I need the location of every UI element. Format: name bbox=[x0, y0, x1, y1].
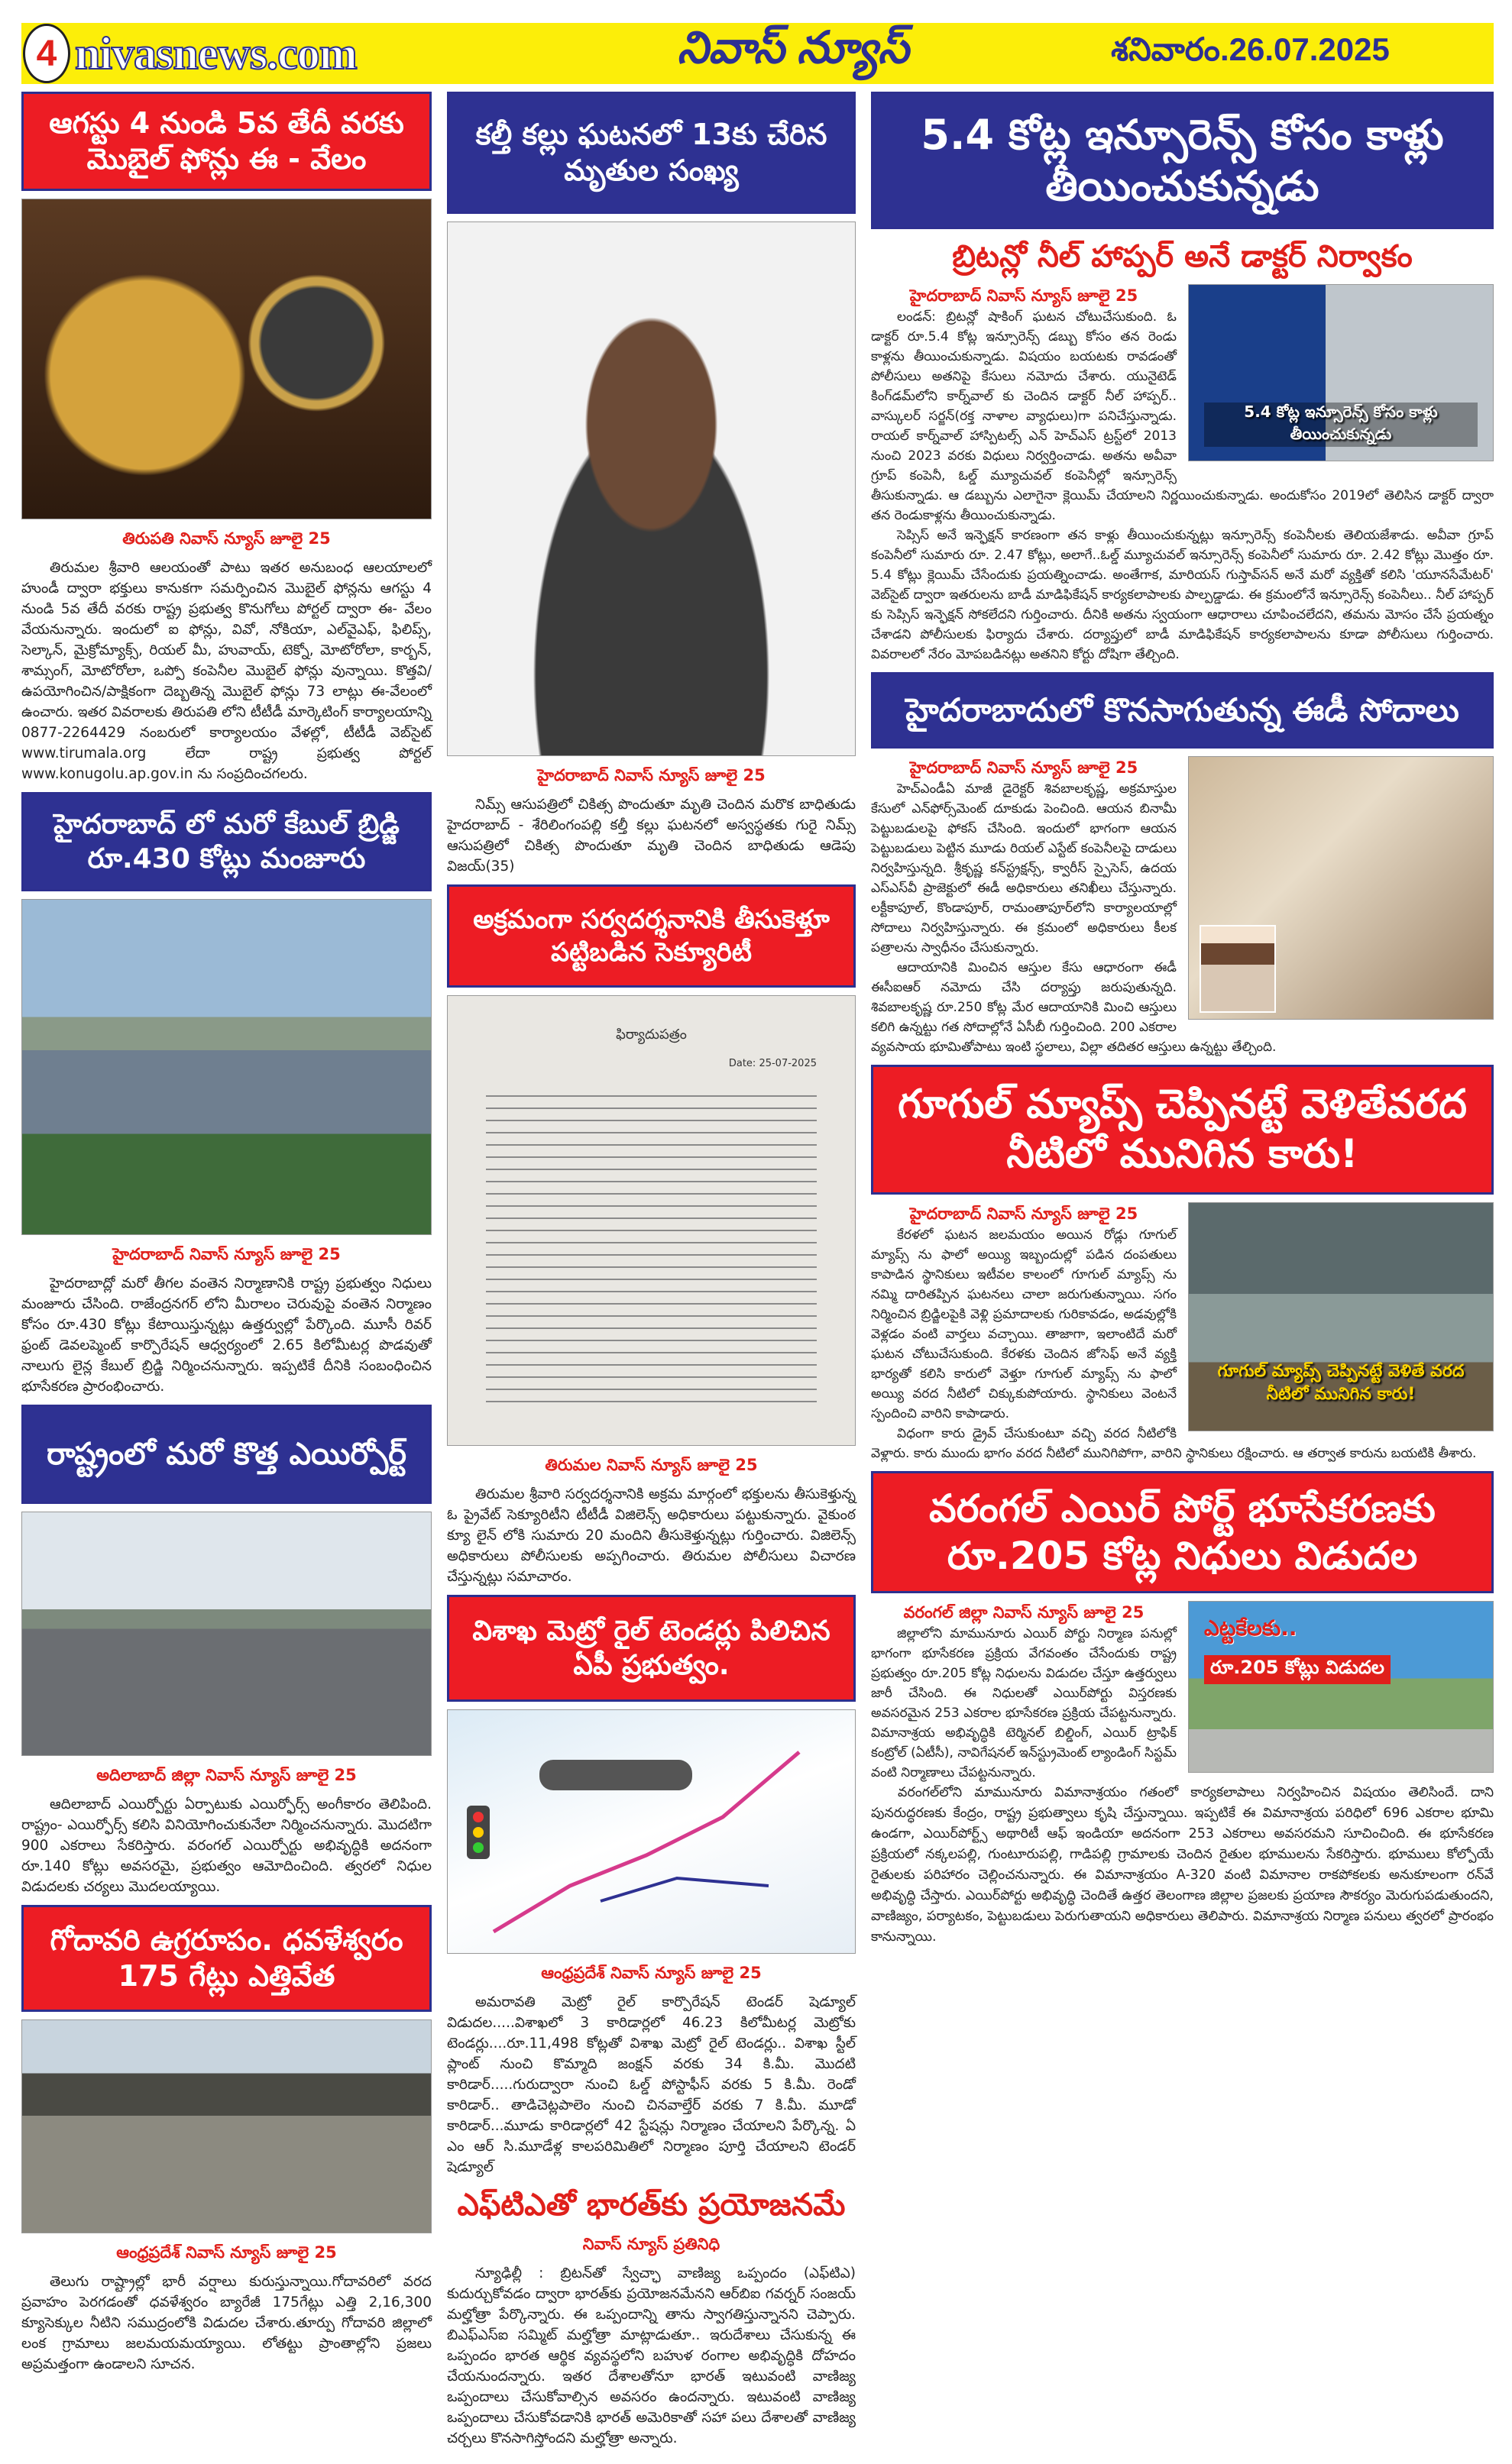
metro-route-map bbox=[447, 1709, 856, 1954]
dateline: హైదరాబాద్ నివాస్ న్యూస్ జూలై 25 bbox=[909, 758, 1138, 777]
airport-plane-photo bbox=[21, 1512, 432, 1756]
subheadline: బ్రిటన్లో నీల్ హాప్పర్ అనే డాక్టర్ నిర్వాకం bbox=[952, 239, 1413, 274]
temple-and-watch-photo bbox=[21, 199, 432, 519]
document-text-lines bbox=[486, 1085, 817, 1405]
article-body-continued: విధంగా కారు డ్రైవ్ చేసుకుంటూ వచ్చి వరద నీటిలోకి వెళ్లారు. కారు ముందు భాగం వరద నీటిలో మునిగిపోగా, వారిని స్థానికులు రక్షించారు. ఆ తర్వాత కారును బయటికి తీశారు. bbox=[871, 1426, 1477, 1461]
document-heading: ఫిర్యాదుపత్రం bbox=[616, 1027, 687, 1043]
complaint-document-photo bbox=[447, 995, 856, 1446]
cable-bridge-photo bbox=[21, 899, 432, 1235]
headline-cable-bridge: హైదరాబాద్ లో మరో కేబుల్ బ్రిడ్జి రూ.430 కోట్లు మంజూరు bbox=[21, 792, 432, 891]
dateline: హైదరాబాద్ నివాస్ న్యూస్ జూలై 25 bbox=[909, 286, 1138, 305]
headline-fta-benefit: ఎఫ్‌టిఎతో భారత్‌కు ప్రయోజనమే bbox=[457, 2188, 846, 2223]
headline-mobile-auction: ఆగస్టు 4 నుండి 5వ తేదీ వరకు మొబైల్ ఫోన్లు ఈ - వేలం bbox=[21, 92, 432, 191]
article-google-maps bbox=[871, 1202, 1494, 1463]
photo-caption: గూగుల్ మ్యాప్స్ చెప్పినట్టే వెళితే వరద నీటిలో మునిగిన కారు! bbox=[1217, 1362, 1465, 1404]
article-body: నిమ్స్ ఆసుపత్రిలో చికిత్స పొందుతూ మృతి చెందిన మరొక బాధితుడు హైదరాబాద్ - శేరిలింగంపల్లి కల్తీ కల్లు ఘటనలో అస్వస్థతకు గురై నిమ్స్ ఆసుపత్రిలో చికిత్స పొందుతూ మృతి చెందిన బాధితుడు ఆడెపు విజయ్(35) bbox=[447, 797, 856, 875]
dateline: ఆంధ్రప్రదేశ్ నివాస్ న్యూస్ జూలై 25 bbox=[541, 1964, 762, 1982]
article-body: తెలుగు రాష్ట్రాల్లో భారీ వర్షాలు కురుస్తున్నాయి.గోదావరిలో వరద ప్రవాహం పెరగడంతో ధవళేశ్వరం బ్యారేజీ 175గేట్లు ఎత్తి 2,16,300 క్యూసెక్కుల నీటిని సముద్రంలోకి విడుదల చేశారు.తూర్పు గోదావరి జిల్లాలో లంక గ్రామాలు జలమయమయ్యాయి. లోతట్టు ప్రాంతాల్లోని ప్రజలు అప్రమత్తంగా ఉండాలని సూచన. bbox=[21, 2274, 432, 2372]
dateline: అదిలాబాద్ జిల్లా నివాస్ న్యూస్ జూలై 25 bbox=[96, 1766, 357, 1784]
headline-google-maps-car: గూగుల్ మ్యాప్స్ చెప్పినట్టే వెళితేవరద నీటిలో మునిగిన కారు! bbox=[871, 1065, 1494, 1195]
newspaper-logo: నివాస్ న్యూస్ bbox=[677, 23, 909, 73]
victim-portrait-photo bbox=[447, 222, 856, 756]
dateline: హైదరాబాద్ నివాస్ న్యూస్ జూలై 25 bbox=[909, 1205, 1138, 1223]
headline-godavari-floods: గోదావరి ఉగ్రరూపం. ధవళేశ్వరం 175 గేట్లు ఎత్తివేత bbox=[21, 1905, 432, 2012]
photo-caption: 5.4 కోట్ల ఇన్సూరెన్స్ కోసం కాళ్లు తీయించుకున్నడు bbox=[1204, 403, 1478, 447]
document-date: Date: 25-07-2025 bbox=[728, 1058, 817, 1069]
issue-date: శనివారం.26.07.2025 bbox=[1111, 31, 1390, 67]
page-number: 4 bbox=[23, 24, 70, 83]
dateline: తిరుపతి నివాస్ న్యూస్ జూలై 25 bbox=[122, 529, 331, 548]
flooded-car-photo bbox=[1188, 1202, 1494, 1431]
article-body: హెచ్‌ఎండీఏ మాజీ డైరెక్టర్ శివబాలకృష్ణ, అక్రమాస్తుల కేసులో ఎన్‌ఫోర్స్‌మెంట్ దూకుడు పెంచింది. ఆయన బినామీ పెట్టుబడులపై ఫోకస్ చేసింది. ఇందులో భాగంగా ఆయన పెట్టుబడులు పెట్టిన మూడు రియల్ ఎస్టేట్ కంపెనీలపై దాడులు నిర్వహిస్తున్నది. శ్రీకృష్ణ కన్‌స్ట్రక్షన్స్, క్వారీస్ స్పైసెస్, ఉదయ ఎస్‌ఎస్‌వీ ప్రాజెక్టులో ఈడీ అధికారులు తనిఖీలు చేస్తున్నారు. లక్టీకాపూల్, కొండాపూర్, రామంతాపూర్‌లోని కార్యాలయాల్లో సోదాలు నిర్వహిస్తున్నారు. ఈ క్రమంలో అధికారులు కీలక పత్రాలను స్వాధీనం చేసుకున్నారు. bbox=[871, 781, 1177, 956]
article-body: కేరళలో ఘటన జలమయం అయిన రోడ్లు గూగుల్ మ్యాప్స్ ను ఫాలో అయ్యి ఇబ్బందుల్లో పడిన దంపతులు కాపాడిన స్థానికులు ఇటీవల కాలంలో గూగుల్ మ్యాప్స్ ను నమ్మి దారితప్పిన ఘటనలు చాలా జరుగుతున్నాయి. సగం నిర్మించిన బ్రిడ్జిలపైకి వెళ్లి ప్రమాదాలకు గురికావడం, అడవుల్లోకి వెళ్లడం వంటి వార్తలు వచ్చాయి. తాజాగా, ఇలాంటిదే మరో ఘటన చోటుచేసుకుంది. కేరళకు చెందిన జోసెఫ్ అనే వ్యక్తి భార్యతో కలిసి కారులో వెళ్తూ గూగుల్ మ్యాప్స్ ను ఫాలో అయ్యి వరద నీటిలో చిక్కుకుపోయారు. స్థానికులు వెంటనే స్పందించి వారిని కాపాడారు. bbox=[871, 1227, 1177, 1421]
photo-caption-2: రూ.205 కోట్లు విడుదల bbox=[1204, 1655, 1391, 1684]
headline-insurance-doctor: 5.4 కోట్ల ఇన్సూరెన్స్ కోసం కాళ్లు తీయించుకున్నడు bbox=[871, 92, 1494, 229]
headline-ed-raids: హైదరాబాదులో కొనసాగుతున్న ఈడీ సోదాలు bbox=[871, 672, 1494, 749]
left-column bbox=[21, 92, 432, 2375]
article-body: ఆదిలాబాద్ ఎయిర్పోర్టు ఏర్పాటుకు ఎయిర్ఫోర్స్ అంగీకారం తెలిపింది. రాష్ట్రం- ఎయిర్ఫోర్స్ కలిసి వినియోగించుకునేలా నిర్మించనున్నారు. మొదటిగా 900 ఎకరాలు సేకరిస్తారు. వరంగల్ ఎయిర్పోర్టు అభివృద్ధికి అదనంగా రూ.140 కోట్లు అవసరమై, ప్రభుత్వం ఆమోదించింది. త్వరలో నిధుల విడుదలకు చర్యలు మొదలయ్యాయి. bbox=[21, 1796, 432, 1895]
headline-toddy-deaths: కల్తీ కల్లు ఘటనలో 13కు చేరిన మృతుల సంఖ్య bbox=[447, 92, 856, 214]
metro-route-lines bbox=[448, 1710, 856, 1954]
article-body-continued: ఆదాయానికి మించిన ఆస్తుల కేసు ఆధారంగా ఈడీ ఈసీఐఆర్ నమోదు చేసి దర్యాప్తు జరుపుతున్నది. శివబాలకృష్ణ రూ.250 కోట్ల మేర ఆదాయానికి మించి ఆస్తులు కలిగి ఉన్నట్టు గత సోదాల్లోనే ఏసీబీ గుర్తించింది. 200 ఎకరాల వ్యవసాయ భూమితోపాటు ఇంటి స్థలాలు, విల్లా తదితర ఆస్తులు ఉన్నట్టు తేల్చింది. bbox=[871, 960, 1277, 1055]
article-body: తిరుమల శ్రీవారి ఆలయంతో పాటు ఇతర అనుబంధ ఆలయాలలో హుండీ ద్వారా భక్తులు కానుకగా సమర్పించిన మొబైల్ ఫోన్లను ఆగస్టు 4 నుండి 5వ తేదీ వరకు రాష్ట్ర ప్రభుత్వ కొనుగోలు పోర్టల్ ద్వారా ఈ- వేలం వేయనున్నారు. ఇందులో ఐ ఫోన్లు, వివో, నోకియా, ఎల్‌వైఎఫ్, ఫిలిప్స్, సెల్కాన్, మైక్రోమ్యాక్స్, రియల్ మీ, హువాయ్, టెక్నో, మోటోరోలా, కార్బన్, శామ్సంగ్, మోటోరోలా, ఒప్పో కంపెనీల మొబైల్ ఫోన్లు వున్నాయి. కొత్తవి/ఉపయోగించిన/పాక్షికంగా దెబ్బతిన్న మొబైల్ ఫోన్లు 73 లాట్లు ఈ-వేలంలో ఉంచారు. ఇతర వివరాలకు తిరుపతి లోని టీటీడీ మార్కెటింగ్ కార్యాలయాన్ని 0877-2264429 నంబరులో కార్యాలయం వేళల్లో, టీటీడీ వెబ్‌సైట్ www.tirumala.org లేదా రాష్ట్ర ప్రభుత్వ పోర్టల్ www.konugolu.ap.gov.in ను సంప్రదించగలరు. bbox=[21, 560, 432, 782]
headline-warangal-airport: వరంగల్ ఎయిర్ పోర్ట్ భూసేకరణకు రూ.205 కోట్ల నిధులు విడుదల bbox=[871, 1471, 1494, 1593]
article-ed-raids bbox=[871, 756, 1494, 1057]
dateline: తిరుమల నివాస్ న్యూస్ జూలై 25 bbox=[545, 1456, 758, 1474]
article-body: అమరావతి మెట్రో రైల్ కార్పొరేషన్ టెండర్ షెడ్యూల్ విడుదల.....విశాఖలో 3 కారిడార్లలో 46.23 కిలోమీటర్ల మెట్రోకు టెండర్లు....రూ.11,498 కోట్లతో విశాఖ మెట్రో రైల్ టెండర్లు.. విశాఖ స్టీల్ ప్లాంట్ నుంచి కొమ్మాది జంక్షన్ వరకు 34 కి.మీ. మొదటి కారిడార్.....గురుద్వారా నుంచి ఓల్డ్ పోస్టాఫీస్ వరకు 5 కి.మీ. రెండో కారిడార్.. తాడిచెట్లపాలెం నుంచి చినవాల్తేర్ వరకు 7 కి.మీ. మూడో కారిడార్...మూడు కారిడార్లలో 42 స్టేషన్లు నిర్మాణం చేయాలని పేర్కొన్న. ఏ ఎం ఆర్ సి.మూడేళ్ల కాలపరిమితిలో నిర్మాణం పూర్తి చేయాలని టెండర్ షెడ్యూల్ bbox=[447, 1994, 856, 2175]
masthead bbox=[21, 23, 1494, 84]
dateline: హైదరాబాద్ నివాస్ న్యూస్ జూలై 25 bbox=[537, 766, 766, 784]
article-body-continued: వరంగల్‌లోని మామునూరు విమానాశ్రయం గతంలో కార్యకలాపాలు నిర్వహించిన విషయం తెలిసిందే. దాని పునరుద్ధరణకు కేంద్రం, రాష్ట్ర ప్రభుత్వాలు కృషి చేస్తున్నాయి. ఇప్పటికే ఈ విమానాశ్రయ పరిధిలో 696 ఎకరాల భూమి ఉండగా, ఎయిర్‌పోర్ట్స్ అథారిటీ ఆఫ్ ఇండియా అదనంగా 253 ఎకరాలు అవసరమని సూచించింది. ఈ భూసేకరణ ప్రక్రియలో నక్కలపల్లి, గుంటూరుపల్లి, గాడిపల్లి గ్రామాలకు చెందిన రైతుల భూములను సేకరిస్తారు. భూములు కోల్పోయే రైతులకు పరిహారం చెల్లించనున్నారు. ఈ విమానాశ్రయం A-320 వంటి విమానాల రాకపోకలకు అనుకూలంగా రన్‌వే అభివృద్ధి చేస్తారు. ఎయిర్‌పోర్టు అభివృద్ధి చెందితే ఉత్తర తెలంగాణ జిల్లాల ప్రజలకు ప్రయాణ సౌకర్యం మెరుగుపడుతుందని, వాణిజ్యం, పర్యాటకం, పెట్టుబడులు పెరుగుతాయని అధికారులు తెలిపారు. విమానాశ్రయ నిర్మాణ పనులు త్వరలో ప్రారంభం కానున్నాయి. bbox=[871, 1785, 1494, 1945]
article-body: హైదరాబాద్లో మరో తీగల వంతెన నిర్మాణానికి రాష్ట్ర ప్రభుత్వం నిధులు మంజూరు చేసింది. రాజేంద్రనగర్ లోని మీరాలం చెరువుపై వంతెన నిర్మాణం కోసం రూ.430 కోట్లు కేటాయిస్తున్నట్లు ఉత్తర్వుల్లో పేర్కొంది. మూసీ రివర్ ఫ్రంట్ డెవలప్మెంట్ కార్పొరేషన్ ఆధ్వర్యంలో 2.65 కిలోమీటర్ల పొడవుతో నాలుగు లైన్ల కేబుల్ బ్రిడ్జి నిర్మించనున్నారు. ఇప్పటికే దీనికి సంబంధించిన భూసేకరణ ప్రారంభించారు. bbox=[21, 1276, 432, 1395]
middle-column bbox=[447, 92, 856, 2449]
dateline: ఆంధ్రప్రదేశ్ నివాస్ న్యూస్ జూలై 25 bbox=[116, 2243, 337, 2262]
right-column bbox=[871, 92, 1494, 1948]
barrage-photo bbox=[21, 2019, 432, 2233]
headline-vizag-metro: విశాఖ మెట్రో రైల్ టెండర్లు పిలిచిన ఏపీ ప్రభుత్వం. bbox=[447, 1595, 856, 1702]
dateline: హైదరాబాద్ నివాస్ న్యూస్ జూలై 25 bbox=[112, 1245, 341, 1263]
photo-caption-1: ఎట్టకేలకు.. bbox=[1204, 1615, 1297, 1641]
ed-raid-photo bbox=[1188, 756, 1494, 1020]
headline-new-airport: రాష్ట్రంలో మరో కొత్త ఎయిర్పోర్ట్ bbox=[21, 1405, 432, 1504]
byline: నివాస్ న్యూస్ ప్రతినిధి bbox=[582, 2235, 720, 2253]
article-warangal-airport bbox=[871, 1601, 1494, 1948]
dateline: వరంగల్ జిల్లా నివాస్ న్యూస్ జూలై 25 bbox=[903, 1603, 1145, 1622]
airport-aerial-photo bbox=[1188, 1601, 1494, 1773]
article-body: జిల్లాలోని మామునూరు ఎయిర్ పోర్టు నిర్మాణ పనుల్లో భాగంగా భూసేకరణ ప్రక్రియ వేగవంతం చేసేందుకు రాష్ట్ర ప్రభుత్వం రూ.205 కోట్ల నిధులను విడుదల చేస్తూ ఉత్తర్వులు జారీ చేసింది. ఈ నిధులతో ఎయిర్‌పోర్టు విస్తరణకు అవసరమైన 253 ఎకరాల భూసేకరణ ప్రక్రియ చేపట్టనున్నారు. విమానాశ్రయ అభివృద్ధికి టెర్మినల్ బిల్డింగ్, ఎయిర్ ట్రాఫిక్ కంట్రోల్ (ఏటీసీ), నావిగేషనల్ ఇన్‌స్ట్రుమెంట్ ల్యాండింగ్ సిస్టమ్ వంటి నిర్మాణాలు చేపట్టనున్నారు. bbox=[871, 1626, 1177, 1780]
doctor-photo bbox=[1188, 284, 1494, 461]
site-name[interactable]: nivasnews.com bbox=[75, 27, 357, 79]
inset-portrait bbox=[1200, 925, 1276, 1013]
headline-security-caught: అక్రమంగా సర్వదర్శనానికి తీసుకెళ్తూ పట్టిబడిన సెక్యూరిటీ bbox=[447, 884, 856, 988]
article-body: లండన్: బ్రిటన్లో షాకింగ్ ఘటన చోటుచేసుకుంది. ఓ డాక్టర్ రూ.5.4 కోట్ల ఇన్సూరెన్స్ డబ్బు కోసం తన రెండు కాళ్లను తీయించుకున్నాడు. విషయం బయటకు రావడంతో పోలీసులు అతనిపై కేసులు నమోదు చేశారు. యునైటెడ్ కింగ్‌డమ్‌లోని కార్న్‌వాల్ కు చెందిన డాక్టర్ నీల్ హాప్పర్.. వాస్కులర్ సర్జన్(రక్త నాళాల వ్యాధులు)గా పనిచేస్తున్నాడు. రాయల్ కార్న్‌వాల్ హాస్పిటల్స్ ఎన్ హెచ్‌ఎస్ ట్రస్ట్‌లో 2013 నుంచి 2023 వరకు విధులు నిర్వర్తించాడు. అతను అవీవా గ్రూప్ కంపెనీ, ఓల్డ్ మ్యూచువల్ కంపెనీల్లో ఇన్సూరెన్స్ తీసుకున్నాడు. ఆ డబ్బును ఎలాగైనా క్లెయిమ్ చేయాలని నిర్ణయించుకున్నాడు. అందుకోసం 2019లో తెలిసిన డాక్టర్ ద్వారా తన రెండుకాళ్లను తీయించుకున్నాడు. bbox=[871, 309, 1494, 523]
article-body: న్యూఢిల్లీ : బ్రిటన్‌తో స్వేచ్ఛా వాణిజ్య ఒప్పందం (ఎఫ్‌టిఎ) కుదుర్చుకోవడం ద్వారా భారత్‌కు ప్రయోజనమేనని ఆర్‌బిఐ గవర్నర్ సంజయ్ మల్హోత్రా పేర్కొన్నారు. ఈ ఒప్పందాన్ని తాను స్వాగతిస్తున్నానని చెప్పారు. బిఎఫ్‌ఎస్‌ఐ సమ్మిట్ మల్హోత్రా మాట్లాడుతూ.. ఇరుదేశాలు చేసుకున్న ఈ ఒప్పందం భారత ఆర్థిక వ్యవస్థలోని బహుళ రంగాల అభివృద్ధికి దోహదం చేయనుందన్నారు. ఇతర దేశాలతోనూ భారత్ ఇటువంటి వాణిజ్య ఒప్పందాలు చేసుకోవాల్సిన అవసరం ఉందన్నారు. ఇటువంటి వాణిజ్య ఒప్పందాలు చేసుకోవడానికి భారత్ అమెరికాతో సహా పలు దేశాలతో వాణిజ్య చర్చలు కొనసాగిస్తోందని మల్హోత్రా అన్నారు. bbox=[447, 2265, 856, 2446]
article-body-continued: సెప్సిస్ అనే ఇన్ఫెక్షన్ కారణంగా తన కాళ్లు తీయించుకున్నట్లు ఇన్సూరెన్స్ కంపెనీలకు తెలియజేశాడు. అవీవా గ్రూప్ కంపెనీలో సుమారు రూ. 2.47 కోట్లు, అలాగే..ఓల్డ్ మ్యూచువల్ ఇన్సూరెన్స్ కంపెనీలో సుమారు రూ. 2.42 కోట్లు మొత్తం రూ. 5.4 కోట్లు క్లెయిమ్ చేసేందుకు ప్రయత్నించాడు. అంతేగాక, మారియస్ గుస్తావ్‌సన్ అనే మరో వ్యక్తితో కలిసి 'యూనసేమేటర్' వెబ్‌సైట్ ద్వారా ఇతరులను బాడీ మాడిఫికేషన్ కార్యకలాపాలకు పాల్పడ్డాడు. ఈ క్రమంలోనే ఇన్సూరెన్స్ కంపెనీలు.. నీల్ హాప్పర్ కు సెప్సిస్ ఇన్ఫెక్షన్ సోకలేదని గుర్తించారు. దీనికి అతను స్వయంగా ఆధారాలు చూపించలేదని, తమను మోసం చేసే ప్రయత్నం చేశాడని పోలీసులకు ఫిర్యాదు చేశారు. దర్యాప్తులో బాడీ మాడిఫికేషన్ కార్యకలాపాలను కూడా పోలీసులు గుర్తించారు. వివరాలలో నేరం మోపబడినట్లు అతనిని కోర్టు దోషిగా తేల్చింది. bbox=[871, 528, 1494, 662]
article-body: తిరుమల శ్రీవారి సర్వదర్శనానికి అక్రమ మార్గంలో భక్తులను తీసుకెళ్తున్న ఓ ప్రైవేట్ సెక్యూరిటీని టీటీడీ విజిలెన్స్ అధికారులు పట్టుకున్నారు. వైకుంఠ క్యూ లైన్ లోకి సుమారు 20 మందిని తీసుకెళ్తున్నట్లు గుర్తించారు. విజిలెన్స్ అధికారులు పోలీసులకు అప్పగించారు. తిరుమల పోలీసులు విచారణ చేస్తున్నట్లు సమాచారం. bbox=[447, 1486, 856, 1585]
article-insurance-doctor bbox=[871, 284, 1494, 665]
